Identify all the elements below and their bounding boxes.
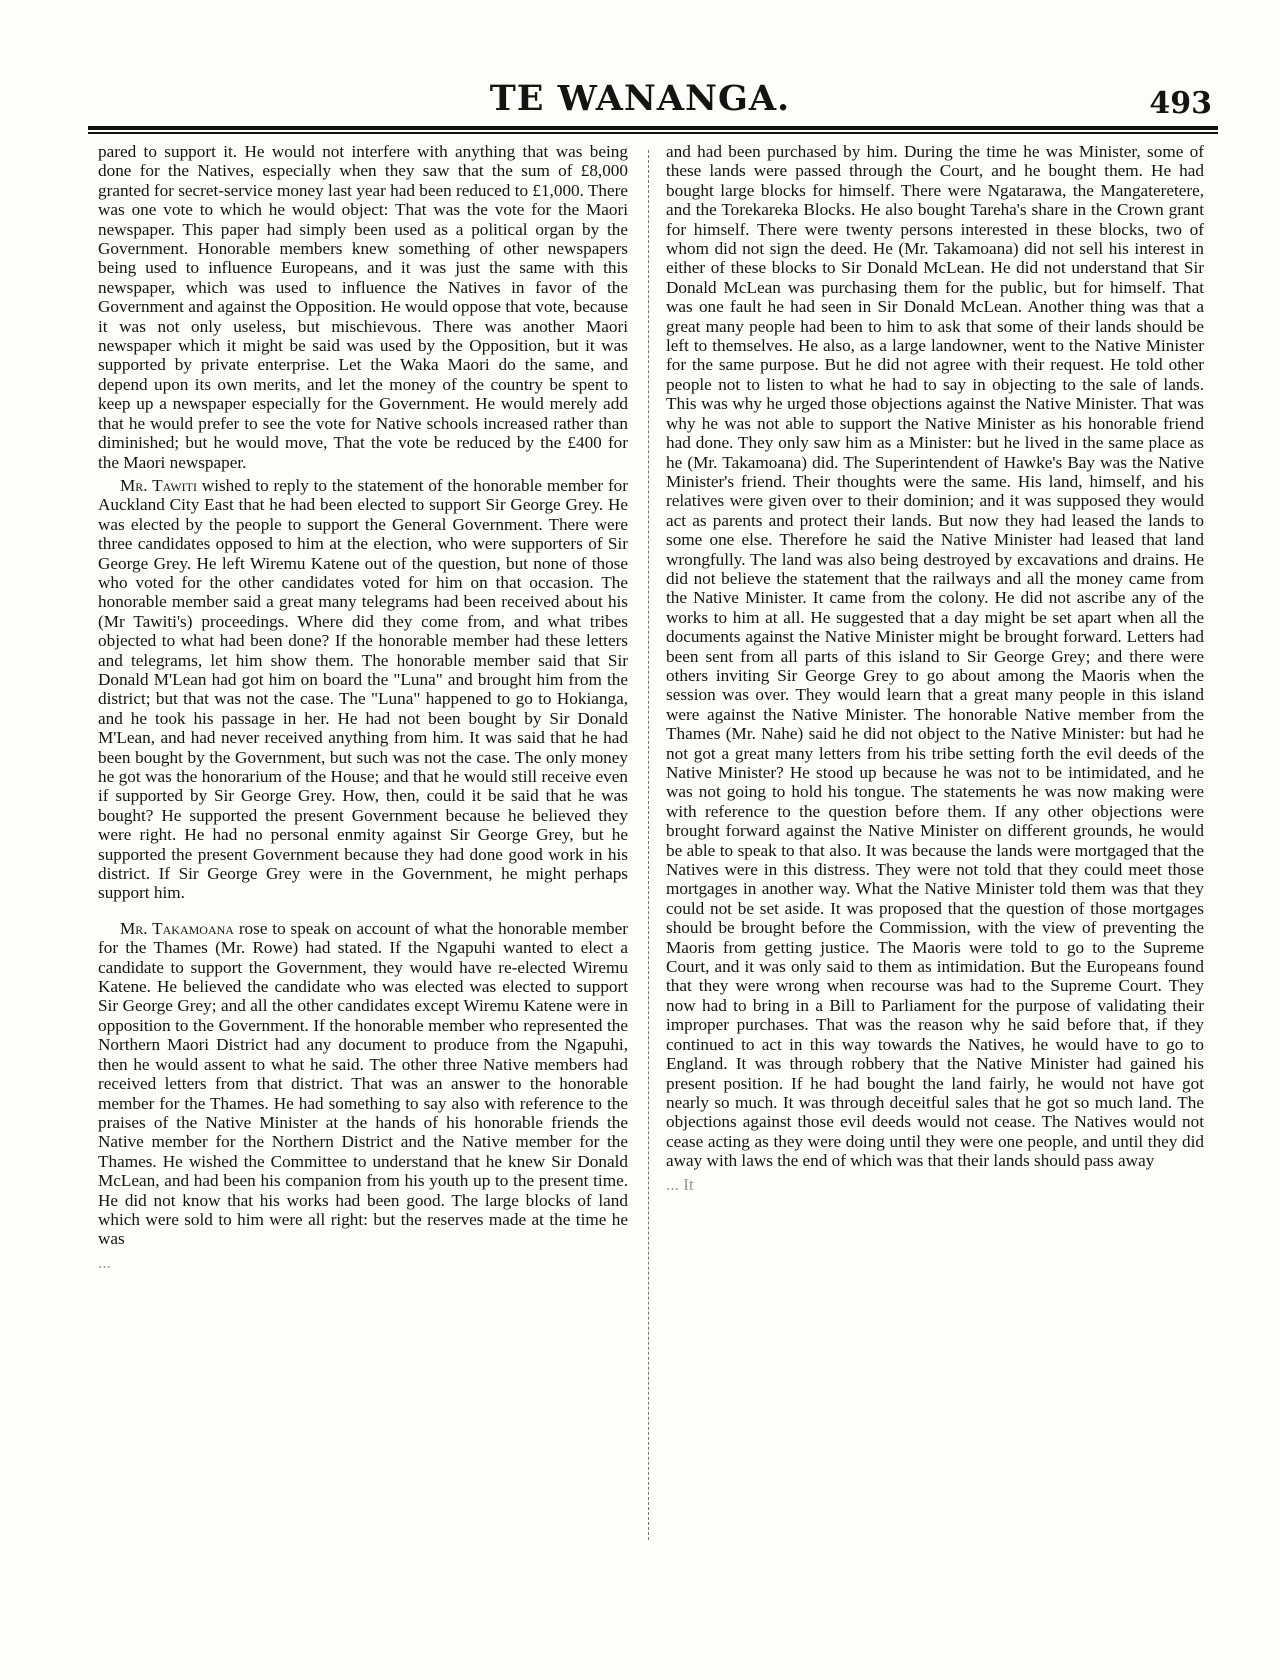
paragraph: and had been purchased by him. During the time he was Minister, some of these lands were passed through the Court, and he bought them. He had bought large blocks for himself. There were Ngatarawa, the Mangateretere, and the Torekareka Blocks. He also bought Tareha's share in the Crown grant for himself. There were twenty persons interested in these blocks, two of whom did not sign the deed. He (Mr. Takamoana) did not sell his interest in either of these blocks to Sir Donald McLean. He did not understand that Sir Donald McLean was purchasing them for the public, but for himself. That was one fault he had seen in Sir Donald McLean. Another thing was that a great many people had been to him to ask that some of their lands should be left to themselves. He also, as a large landowner, went to the Native Minister for the same purpose. But he did not agree with their request. He told other people not to listen to what he had to say in objecting to the sale of lands. This was why he urged those objections against the Native Minister. That was why he was not able to support the Native Minister as his honorable friend had done. They only saw him as a Minister: but he lived in the same place as he (Mr. Takamoana) did. The Superintendent of Hawke's Bay was the Native Minister's friend. Their thoughts were the same. His land, himself, and his relatives were given over to their dominion; and it was supposed they would act as parents and protect their lands. But now they had leased the lands to some one else. Therefore he said the Native Minister had leased that land wrongfully. The land was also being destroyed by excavations and drains. He did not believe the statement that the railways and all the money came from the Native Minister. It came from the colony. He did not ascribe any of the works to him at all. He suggested that a day might be set apart when all the documents against the Native Minister might be brought forward. Letters had been sent from all parts of this island to Sir George Grey; and there were others inviting Sir George Grey to go about among the Maoris when the session was over. They would learn that a great many people in this island were against the Native Minister. The honorable Native member from the Thames (Mr. Nahe) said he did not object to the Native Minister: but had he not got a great many letters from his tribe setting forth the evil deeds of the Native Minister? He stood up because he was not to be intimidated, and he was not going to hold his tongue. The statements he was now making were with reference to the question before them. If any other objections were brought forward against the Native Minister on different grounds, he would be able to speak to that also. It was because the lands were mortgaged that the Natives were in this distress. They were not told that they could meet those mortgages in another way. What the Native Minister told them was that they could not be set aside. It was proposed that the question of those mortgages should be brought before the Commission, with the view of preventing the Maoris from getting justice. The Maoris were told to go to the Supreme Court, and it was only said to them as intimidation. But the Europeans found that they were wrong when recourse was had to the Supreme Court. They now had to bring in a Bill to Parliament for the purpose of validating their improper purchases. That was the reason why he said before that, if they continued to act in this way towards the Natives, he would have to go to England. It was through robbery that the Native Minister had gained his present position. If he had bought the land fairly, he would not have got nearly so much. It was through deceitful sales that he got so much land. The objections against those evil deeds would not cease. The Natives would not cease acting as they were doing until they were one people, and until they did away with laws the end of which was that their lands should pass away: [666, 142, 1204, 1171]
speech-text: wished to reply to the statement of the honorable member for Auckland City East that he had been elected to support Sir George Grey. He was elected by the people to support the General Government. There were three candidates opposed to him at the election, who were supporters of Sir George Grey. He left Wiremu Katene out of the question, but none of those who voted for the other candidates voted for him on that occasion. The honorable member said a great many telegrams had been received about his (Mr Tawiti's) proceedings. Where did they come from, and what tribes objected to what had been done? If the honorable member had these letters and telegrams, let him show them. The honorable member said that Sir Donald M'Lean had got him on board the "Luna" and brought him from the district; but that was not the case. The "Luna" happened to go to Hokianga, and he took his passage in her. He had not been bought by Sir Donald M'Lean, and had never received anything from him. It was said that he had been bought by the Government, but such was not the case. The only money he got was the honorarium of the House; and that he would still receive even if supported by Sir George Grey. How, then, could it be said that he was bought? He supported the present Government because he believed they were right. He had no personal enmity against Sir George Grey, but he supported the present Government because they had done good work in his district. If Sir George Grey were in the Government, he might perhaps support him.: [98, 475, 628, 903]
faint-line: ...: [98, 1252, 111, 1272]
paragraph: [98, 476, 628, 903]
masthead-title: TE WANANGA.: [489, 78, 791, 119]
speaker-name: Mr. Takamoana: [120, 918, 234, 938]
speech-text: rose to speak on account of what the honorable member for the Thames (Mr. Rowe) had stated. If the Ngapuhi wanted to elect a candidate to support the Government, they would have re-elected Wiremu Katene. He believed the candidate who was elected was elected to support Sir George Grey; and all the other candidates except Wiremu Katene were in opposition to the Government. If the honorable member who represented the Northern Maori District had any document to produce from the Ngapuhi, then he would assent to what he said. The other three Native members had received letters from that district. That was an answer to the honorable member for the Thames. He had something to say also with reference to the praises of the Native Minister at the hands of his honorable friends the Native member for the Northern District and the Native member for the Thames. He wished the Committee to understand that he knew Sir Donald McLean, and had been his companion from his youth up to the present time. He did not know that his works had been good. The large blocks of land which were sold to him were all right: but the reserves made at the time he was: [98, 918, 628, 1249]
header-rule-thin: [88, 132, 1218, 134]
speaker-name: Mr. Tawiti: [120, 475, 197, 495]
paragraph: [98, 919, 628, 1249]
right-column: [666, 142, 1204, 1542]
page-number: 493: [1149, 86, 1212, 121]
left-column: [98, 142, 628, 1542]
header-rule-thick: [88, 126, 1218, 130]
faint-line: ... It: [666, 1174, 694, 1194]
column-divider: [648, 150, 649, 1540]
paragraph: pared to support it. He would not interfere with anything that was being done for the Natives, especially when they saw that the sum of £8,000 granted for secret-service money last year had been reduced to £1,000. There was one vote to which he would object: That was the vote for the Maori newspaper. This paper had simply been used as a political organ by the Government. Honorable members knew something of other newspapers being used to influence Europeans, and it was just the same with this newspaper, which was used to influence the Natives in favor of the Government and against the Opposition. He would oppose that vote, because it was not only useless, but mischievous. There was another Maori newspaper which it might be said was used by the Opposition, but it was supported by private enterprise. Let the Waka Maori do the same, and depend upon its own merits, and let the money of the country be spent to keep up a newspaper especially for the Government. He would merely add that he would prefer to see the vote for Native schools increased rather than diminished; but he would move, That the vote be reduced by the £400 for the Maori newspaper.: [98, 142, 628, 472]
